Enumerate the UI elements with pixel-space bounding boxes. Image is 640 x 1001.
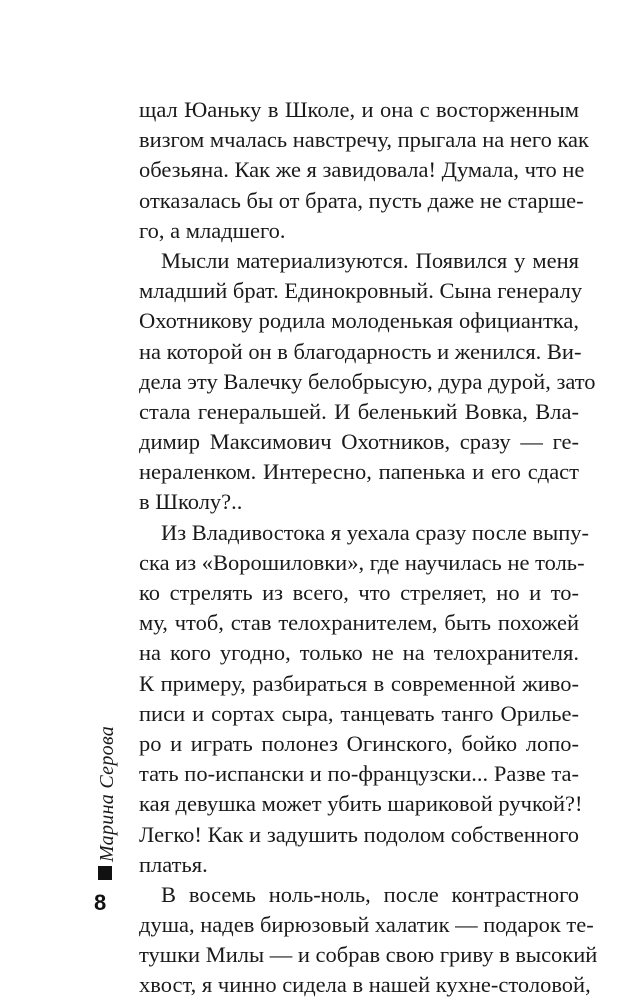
text-line: на которой он в благодарность и женился. Ви- [139,338,582,364]
text-line: Мысли материализуются. Появился у меня [161,247,579,273]
text-line: тать по-испански и по-французски... Разве та- [139,761,579,787]
text-line: кая девушка может убить шариковой ручкой?! [139,791,583,817]
text-line: визгом мчалась навстречу, прыгала на него как [139,127,589,153]
text-line: ска из «Ворошиловки», где научилась не толь- [139,549,585,575]
text-line: ко стрелять из всего, что стреляет, но и то- [139,580,579,605]
text-line: хвост, я чинно сидела в нашей кухне-столовой, [139,972,591,998]
text-line: нераленком. Интересно, папенька и его сдаст [139,459,579,485]
text-line: го, а младшего. [139,217,286,243]
text-line: димир Максимович Охотников, сразу — ге- [139,429,579,455]
text-line: стала генеральшей. И беленький Вовка, Вла- [139,398,579,424]
page-number: 8 [94,890,107,915]
text-line: обезьяна. Как же я завидовала! Думала, что не [139,157,585,183]
text-line: отказалась бы от брата, пусть даже не старше- [139,187,584,213]
text-line: душа, надев бирюзовый халатик — подарок те- [139,912,594,938]
body-text [139,95,598,1001]
square-marker-icon [98,866,112,880]
text-line: младший брат. Единокровный. Сына генералу [139,278,583,304]
text-line: платья. [139,851,208,877]
text-line: Охотникову родила молоденькая официантка, [139,308,579,334]
text-line: на кого угодно, только не на телохранителя. [139,640,579,666]
text-line: дела эту Валечку белобрысую, дура дурой, зато [139,368,596,394]
text-line: В восемь ноль-ноль, после контрастного [161,881,579,907]
text-line: ро и играть полонез Огинского, бойко лопо- [139,730,579,756]
text-line: му, чтоб, став телохранителем, быть похожей [139,610,579,636]
text-line: К примеру, разбираться в современной живо- [139,670,579,696]
text-line: щал Юаньку в Школе, и она с восторженным [139,97,579,122]
text-line: писи и сортах сыра, танцевать танго Орилье- [139,700,579,726]
text-line: Легко! Как и задушить подолом собственного [139,821,579,847]
running-head-author: Марина Серова [96,725,118,862]
text-line: в Школу?.. [139,489,243,515]
text-line: тушки Милы — и собрав свою гриву в высокий [139,942,598,968]
text-line: Из Владивостока я уехала сразу после выпу- [161,519,590,545]
